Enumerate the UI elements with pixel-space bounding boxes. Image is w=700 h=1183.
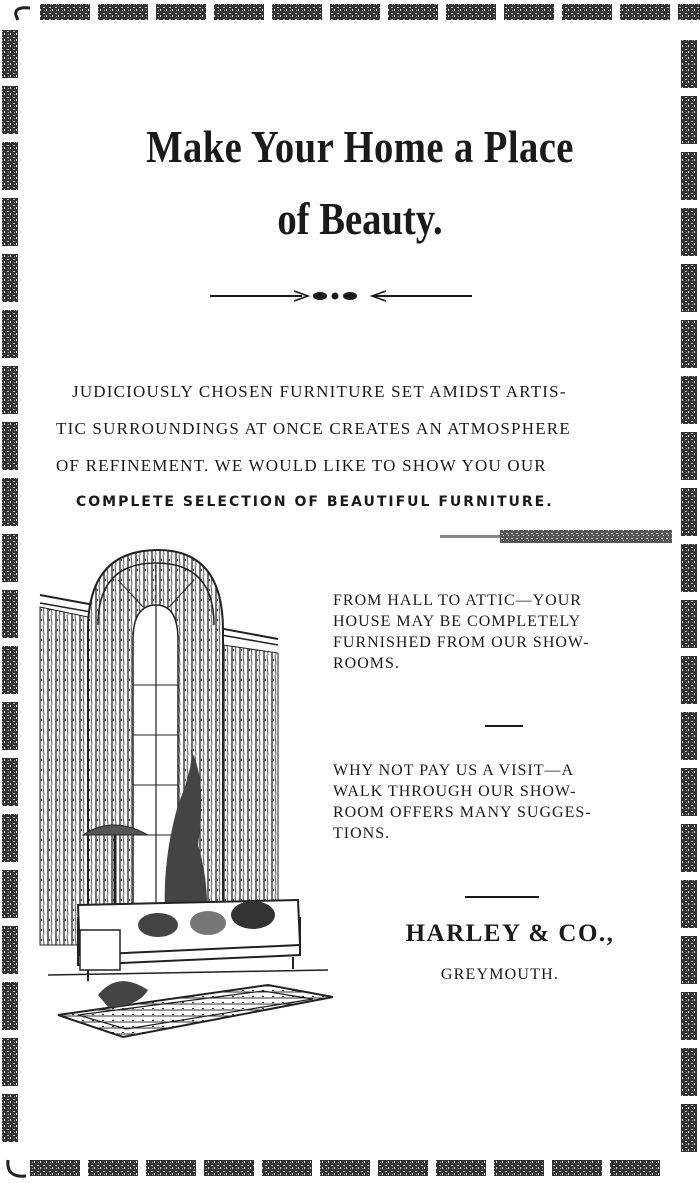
intro-line-4: COMPLETE SELECTION OF BEAUTIFUL FURNITURE.: [76, 494, 554, 510]
border-block: [504, 4, 554, 20]
paragraph-2-line-4: TIONS.: [333, 825, 391, 842]
border-block: [681, 432, 697, 480]
border-block: [681, 488, 697, 536]
border-block: [2, 366, 18, 414]
border-block: [681, 656, 697, 704]
border-block: [681, 40, 697, 88]
border-block: [562, 4, 612, 20]
border-block: [2, 814, 18, 862]
border-block: [2, 1038, 18, 1086]
border-block: [494, 1160, 544, 1176]
intro-text: [56, 373, 660, 521]
section-rule: [485, 725, 523, 727]
border-block: [40, 4, 90, 20]
paragraph-showrooms: [333, 590, 675, 674]
border-block: [681, 544, 697, 592]
border-block: [681, 376, 697, 424]
border-block: [2, 86, 18, 134]
intro-line-3: OF REFINEMENT. WE WOULD LIKE TO SHOW YOU OUR: [56, 456, 547, 475]
border-block: [88, 1160, 138, 1176]
ornament-divider: [210, 287, 472, 305]
headline: [108, 112, 612, 254]
border-block: [681, 600, 697, 648]
border-block: [552, 1160, 602, 1176]
border-block: [262, 1160, 312, 1176]
border-block: [2, 422, 18, 470]
border-block: [388, 4, 438, 20]
border-block: [681, 880, 697, 928]
room-illustration: [38, 545, 338, 1050]
paragraph-2-line-1: WHY NOT PAY US A VISIT—A: [333, 762, 575, 779]
signature-rule: [465, 896, 539, 898]
paragraph-1-line-3: FURNISHED FROM OUR SHOW-: [333, 634, 590, 651]
border-block: [2, 590, 18, 638]
border-block: [2, 254, 18, 302]
border-block: [681, 152, 697, 200]
headline-line-2: of Beauty.: [277, 193, 443, 244]
border-block: [2, 870, 18, 918]
border-block: [436, 1160, 486, 1176]
paragraph-1-line-1: FROM HALL TO ATTIC—YOUR: [333, 592, 582, 609]
border-block: [98, 4, 148, 20]
paragraph-1-line-4: ROOMS.: [333, 655, 400, 672]
border-block: [681, 320, 697, 368]
border-block: [2, 310, 18, 358]
border-block: [610, 1160, 660, 1176]
border-block: [681, 264, 697, 312]
intro-line-1: JUDICIOUSLY CHOSEN FURNITURE SET AMIDST ARTIS-: [72, 382, 567, 401]
border-block: [214, 4, 264, 20]
border-block: [2, 30, 18, 78]
paragraph-2-line-3: ROOM OFFERS MANY SUGGES-: [333, 804, 592, 821]
border-block: [446, 4, 496, 20]
border-block: [2, 982, 18, 1030]
border-block: [678, 4, 700, 20]
paragraph-1-line-2: HOUSE MAY BE COMPLETELY: [333, 613, 582, 630]
border-block: [2, 478, 18, 526]
company-town: GREYMOUTH.: [440, 966, 560, 983]
border-block: [681, 992, 697, 1040]
border-block: [2, 534, 18, 582]
paragraph-2-line-2: WALK THROUGH OUR SHOW-: [333, 783, 577, 800]
border-block: [681, 712, 697, 760]
border-block: [146, 1160, 196, 1176]
border-block: [681, 208, 697, 256]
border-block: [2, 198, 18, 246]
border-block: [320, 1160, 370, 1176]
border-block: [681, 936, 697, 984]
border-block: [378, 1160, 428, 1176]
border-block: [681, 1104, 697, 1152]
paragraph-visit: [333, 760, 675, 844]
border-block: [156, 4, 206, 20]
border-block: [330, 4, 380, 20]
border-block: [681, 768, 697, 816]
border-block: [2, 926, 18, 974]
border-block: [2, 702, 18, 750]
border-block: [681, 96, 697, 144]
print-smudge: [440, 527, 672, 545]
border-block: [2, 1094, 18, 1142]
border-block: [620, 4, 670, 20]
company-name: HARLEY & CO.,: [405, 920, 615, 947]
border-block: [681, 1048, 697, 1096]
border-block: [2, 142, 18, 190]
border-block: [272, 4, 322, 20]
headline-line-1: Make Your Home a Place: [146, 121, 574, 172]
border-block: [2, 758, 18, 806]
intro-line-2: TIC SURROUNDINGS AT ONCE CREATES AN ATMOSPHERE: [56, 419, 571, 438]
border-block: [681, 824, 697, 872]
border-block: [2, 646, 18, 694]
border-block: [204, 1160, 254, 1176]
border-block: [30, 1160, 80, 1176]
